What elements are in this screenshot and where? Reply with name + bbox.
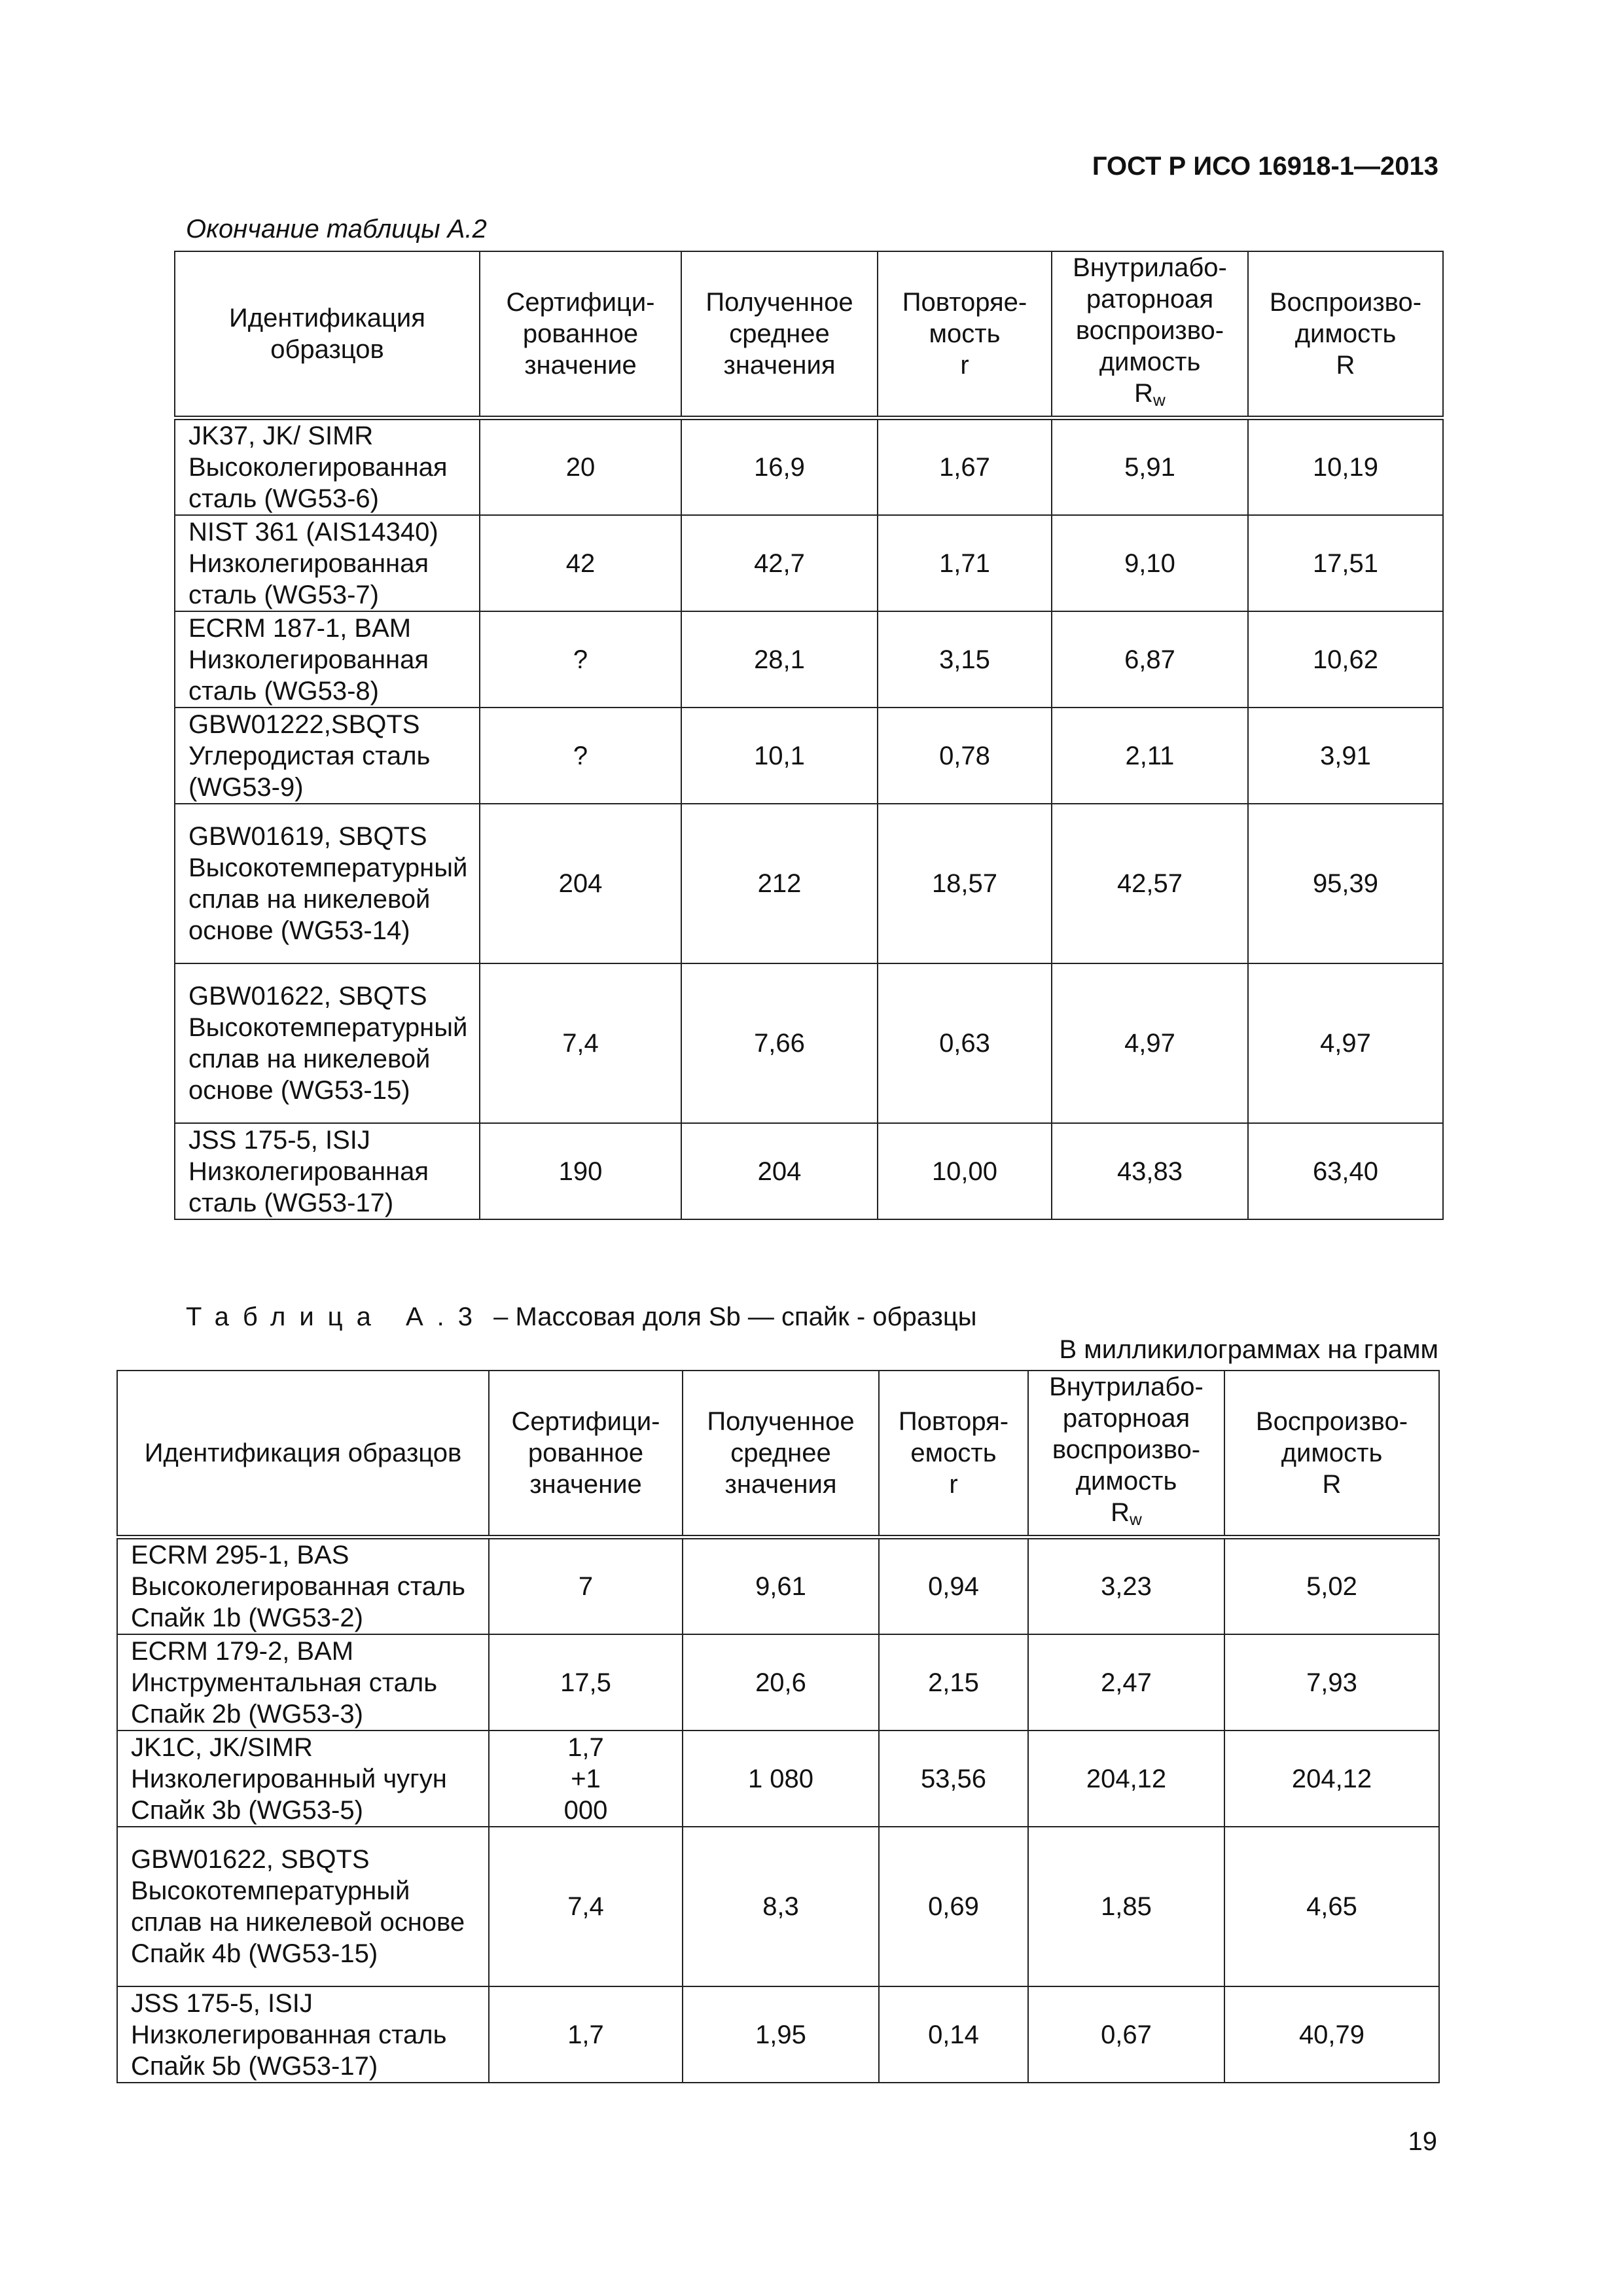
table-a3-header-within-lab: [1028, 1371, 1224, 1537]
table-a3-header-repeatability-label: Повторя-емость: [898, 1407, 1009, 1467]
table-a2-header-within-lab-label: Внутрилабо-раторноая воспроизво-димость: [1073, 253, 1227, 376]
reproducibility-value: 10,62: [1248, 611, 1443, 708]
table-a3-header-within-lab-symbol: R: [1111, 1498, 1130, 1527]
repeatability-value: 1,71: [878, 515, 1052, 611]
certified-value: ?: [480, 708, 681, 804]
page-number: 19: [1408, 2127, 1437, 2156]
table-a3-header-row: [117, 1371, 1439, 1537]
reproducibility-value: 4,97: [1248, 963, 1443, 1123]
certified-value: 7,4: [480, 963, 681, 1123]
repeatability-value: 0,14: [879, 1986, 1028, 2083]
table-a2-header-within-lab: [1052, 251, 1248, 418]
reproducibility-value: 5,02: [1224, 1537, 1439, 1635]
table-a2-header-certified: Сертифици-рованное значение: [480, 251, 681, 418]
sample-identification: GBW01622, SBQTS Высокотемпературный сплав на никелевой основе (WG53-15): [175, 963, 480, 1123]
sample-identification: ECRM 295-1, BAS Высоколегированная сталь Спайк 1b (WG53-2): [117, 1537, 489, 1635]
table-row: [117, 1827, 1439, 1986]
within-lab-reproducibility-value: 3,23: [1028, 1537, 1224, 1635]
table-a3-header-certified: Сертифици-рованное значение: [489, 1371, 683, 1537]
table-row: [117, 1537, 1439, 1635]
repeatability-value: 2,15: [879, 1634, 1028, 1731]
table-a3-header-reproducibility-label: Воспроизво-димость: [1255, 1407, 1408, 1467]
table-a2-header-repeatability: [878, 251, 1052, 418]
table-row: [175, 708, 1443, 804]
table-a3-header-repeatability: [879, 1371, 1028, 1537]
mean-value: 8,3: [683, 1827, 879, 1986]
table-a3-header-within-lab-label: Внутрилабо-раторноая воспроизво-димость: [1049, 1372, 1204, 1496]
table-a3-units: В милликилограммах на грамм: [1059, 1335, 1438, 1364]
reproducibility-value: 17,51: [1248, 515, 1443, 611]
mean-value: 1 080: [683, 1731, 879, 1827]
table-a3: [116, 1370, 1440, 2083]
certified-value: 1,7 +1 000: [489, 1731, 683, 1827]
table-row: [117, 1634, 1439, 1731]
mean-value: 42,7: [681, 515, 878, 611]
table-a3-header-reproducibility-symbol: R: [1322, 1470, 1342, 1499]
table-a3-header-within-lab-subscript: w: [1130, 1509, 1142, 1529]
sample-identification: GBW01619, SBQTS Высокотемпературный сплав на никелевой основе (WG53-14): [175, 804, 480, 963]
table-a3-header-repeatability-symbol: r: [949, 1470, 958, 1499]
certified-value: 17,5: [489, 1634, 683, 1731]
certified-value: 204: [480, 804, 681, 963]
within-lab-reproducibility-value: 43,83: [1052, 1123, 1248, 1219]
mean-value: 1,95: [683, 1986, 879, 2083]
table-a2: [174, 251, 1444, 1220]
repeatability-value: 0,63: [878, 963, 1052, 1123]
sample-identification: ECRM 179-2, BAM Инструментальная сталь Спайк 2b (WG53-3): [117, 1634, 489, 1731]
mean-value: 9,61: [683, 1537, 879, 1635]
reproducibility-value: 7,93: [1224, 1634, 1439, 1731]
table-a2-header-repeatability-symbol: r: [960, 351, 969, 380]
sample-identification: GBW01622, SBQTS Высокотемпературный сплав на никелевой основе Спайк 4b (WG53-15): [117, 1827, 489, 1986]
table-a3-header-reproducibility: [1224, 1371, 1439, 1537]
reproducibility-value: 10,19: [1248, 418, 1443, 516]
mean-value: 16,9: [681, 418, 878, 516]
table-a2-header-identification: Идентификация образцов: [175, 251, 480, 418]
sample-identification: JSS 175-5, ISIJ Низколегированная сталь Спайк 5b (WG53-17): [117, 1986, 489, 2083]
table-row: [117, 1731, 1439, 1827]
repeatability-value: 3,15: [878, 611, 1052, 708]
sample-identification: NIST 361 (AIS14340) Низколегированная сталь (WG53-7): [175, 515, 480, 611]
table-row: [175, 963, 1443, 1123]
table-a3-title-label: Таблица А.3: [186, 1302, 486, 1331]
within-lab-reproducibility-value: 6,87: [1052, 611, 1248, 708]
table-row: [175, 804, 1443, 963]
certified-value: 20: [480, 418, 681, 516]
sample-identification: ECRM 187-1, BAM Низколегированная сталь (WG53-8): [175, 611, 480, 708]
repeatability-value: 0,94: [879, 1537, 1028, 1635]
certified-value: 1,7: [489, 1986, 683, 2083]
table-a3-header-mean: Полученное среднее значения: [683, 1371, 879, 1537]
within-lab-reproducibility-value: 5,91: [1052, 418, 1248, 516]
within-lab-reproducibility-value: 2,47: [1028, 1634, 1224, 1731]
sample-identification: GBW01222,SBQTS Углеродистая сталь (WG53-9): [175, 708, 480, 804]
repeatability-value: 1,67: [878, 418, 1052, 516]
reproducibility-value: 95,39: [1248, 804, 1443, 963]
repeatability-value: 0,69: [879, 1827, 1028, 1986]
within-lab-reproducibility-value: 42,57: [1052, 804, 1248, 963]
sample-identification: JK1C, JK/SIMR Низколегированный чугун Спайк 3b (WG53-5): [117, 1731, 489, 1827]
within-lab-reproducibility-value: 1,85: [1028, 1827, 1224, 1986]
certified-value: 7,4: [489, 1827, 683, 1986]
table-row: [175, 1123, 1443, 1219]
table-a3-header-identification: Идентификация образцов: [117, 1371, 489, 1537]
certified-value: 42: [480, 515, 681, 611]
reproducibility-value: 3,91: [1248, 708, 1443, 804]
table-a2-header-reproducibility-label: Воспроизво-димость: [1269, 288, 1422, 348]
table-row: [175, 611, 1443, 708]
table-a2-header-reproducibility: [1248, 251, 1443, 418]
mean-value: 28,1: [681, 611, 878, 708]
certified-value: ?: [480, 611, 681, 708]
certified-value: 7: [489, 1537, 683, 1635]
table-a2-header-mean: Полученное среднее значения: [681, 251, 878, 418]
reproducibility-value: 204,12: [1224, 1731, 1439, 1827]
repeatability-value: 10,00: [878, 1123, 1052, 1219]
table-a2-header-within-lab-subscript: w: [1153, 390, 1166, 410]
sample-identification: JK37, JK/ SIMR Высоколегированная сталь (WG53-6): [175, 418, 480, 516]
table-row: [175, 515, 1443, 611]
sample-identification: JSS 175-5, ISIJ Низколегированная сталь (WG53-17): [175, 1123, 480, 1219]
mean-value: 10,1: [681, 708, 878, 804]
table-a2-continuation-caption: Окончание таблицы А.2: [186, 215, 487, 243]
mean-value: 212: [681, 804, 878, 963]
mean-value: 20,6: [683, 1634, 879, 1731]
mean-value: 7,66: [681, 963, 878, 1123]
certified-value: 190: [480, 1123, 681, 1219]
repeatability-value: 0,78: [878, 708, 1052, 804]
table-a2-header-within-lab-symbol: R: [1134, 379, 1154, 408]
within-lab-reproducibility-value: 2,11: [1052, 708, 1248, 804]
table-row: [117, 1986, 1439, 2083]
reproducibility-value: 40,79: [1224, 1986, 1439, 2083]
reproducibility-value: 4,65: [1224, 1827, 1439, 1986]
reproducibility-value: 63,40: [1248, 1123, 1443, 1219]
mean-value: 204: [681, 1123, 878, 1219]
table-row: [175, 418, 1443, 516]
table-a3-title: [186, 1302, 976, 1332]
within-lab-reproducibility-value: 4,97: [1052, 963, 1248, 1123]
within-lab-reproducibility-value: 204,12: [1028, 1731, 1224, 1827]
table-a2-header-repeatability-label: Повторяе-мость: [902, 288, 1027, 348]
table-a2-header-row: [175, 251, 1443, 418]
within-lab-reproducibility-value: 9,10: [1052, 515, 1248, 611]
document-code: ГОСТ Р ИСО 16918-1—2013: [1092, 152, 1438, 181]
table-a3-title-text: – Массовая доля Sb — спайк - образцы: [493, 1302, 977, 1331]
repeatability-value: 18,57: [878, 804, 1052, 963]
table-a2-header-reproducibility-symbol: R: [1336, 351, 1355, 380]
repeatability-value: 53,56: [879, 1731, 1028, 1827]
within-lab-reproducibility-value: 0,67: [1028, 1986, 1224, 2083]
